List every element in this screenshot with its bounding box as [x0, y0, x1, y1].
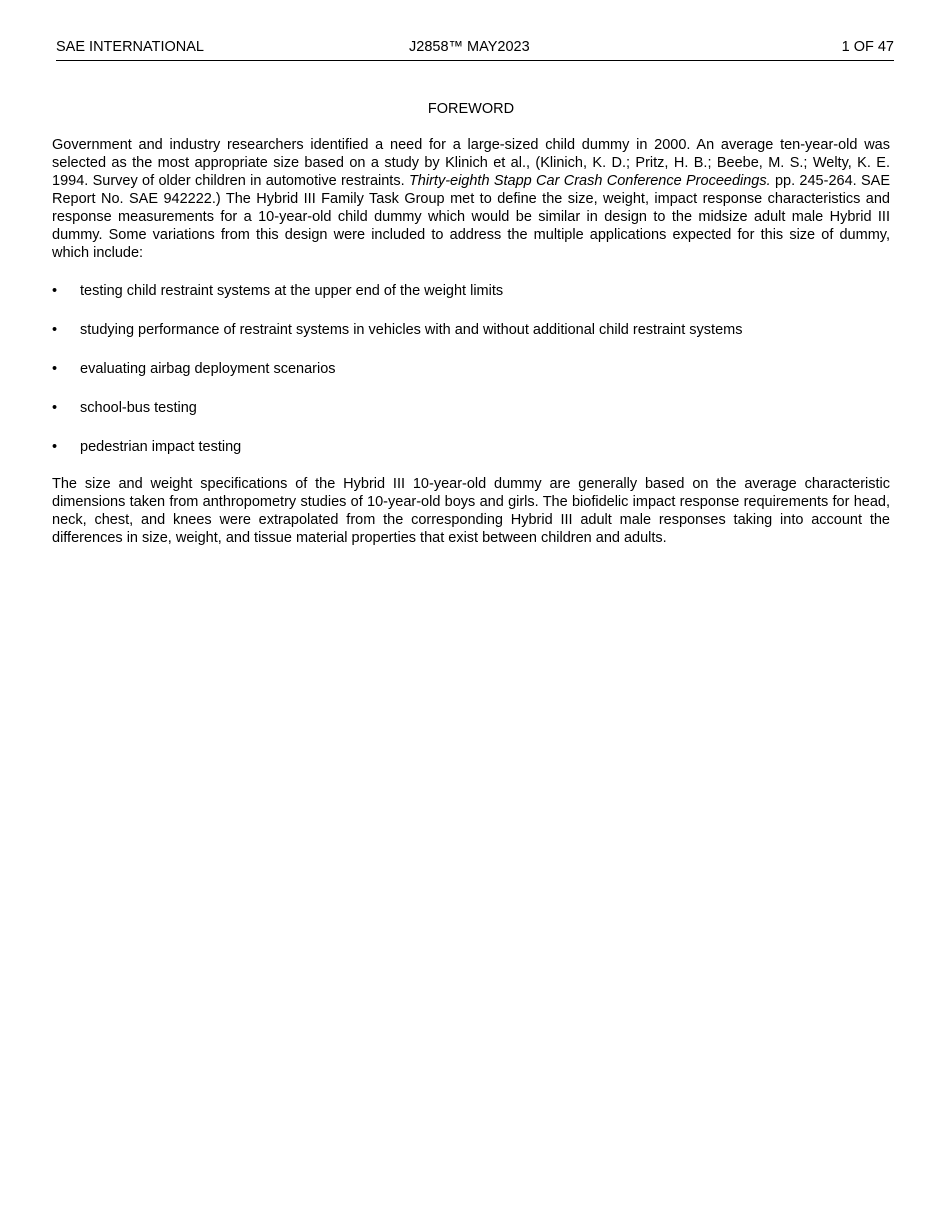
page-header [56, 38, 894, 61]
header-document-id: J2858™ MAY2023 [409, 39, 530, 55]
bullet-icon: • [52, 361, 58, 377]
list-item [52, 360, 890, 378]
paragraph-1-italic-citation: Thirty-eighth Stapp Car Crash Conference Proceedings. [408, 173, 771, 189]
list-item-text: testing child restraint systems at the upper end of the weight limits [80, 283, 504, 299]
bullet-icon: • [52, 283, 58, 299]
bullet-icon: • [52, 439, 58, 455]
foreword-paragraph-2: The size and weight specifications of the Hybrid III 10-year-old dummy are generally based on the average characteristic dimensions taken from anthropometry studies of 10-year-old boys and girls. The biofidelic impact response requirements for head, neck, chest, and knees were extrapolated from the corresponding Hybrid III adult male responses taking into account the differences in size, weight, and tissue material properties that exist between children and adults. [52, 476, 890, 546]
header-organization: SAE INTERNATIONAL [56, 39, 204, 55]
list-item-text: evaluating airbag deployment scenarios [80, 361, 336, 377]
list-item-text: studying performance of restraint systems in vehicles with and without additional child restraint systems [80, 322, 743, 338]
bullet-icon: • [52, 400, 58, 416]
header-page-number: 1 OF 47 [841, 39, 894, 55]
list-item [52, 282, 890, 300]
list-item [52, 438, 890, 456]
list-item-text: pedestrian impact testing [80, 439, 242, 455]
foreword-paragraph-1 [52, 136, 890, 262]
paragraph-1-text-end: pp. 245-264. SAE Report No. SAE 942222.) The Hybrid III Family Task Group met to define the size, weight, impact response characteristics and response measurements for a 10-year-old child dummy which would be similar in design to the midsize adult male Hybrid III dummy. Some variations from this design were included to address the multiple applications expected for this size of dummy, which include: [52, 173, 891, 261]
paragraph-1-text-start: Government and industry researchers identified a need for a large-sized child dummy in 2000. An average ten-year-old was selected as the most appropriate size based on a study by Klinich et al., (Klinich, K. D.; Pritz, H. B.; Beebe, M. S.; Welty, K. E. 1994. Survey of older children in automotive restraints. [52, 137, 890, 189]
list-item [52, 321, 890, 339]
section-title: FOREWORD [427, 101, 515, 117]
list-item [52, 399, 890, 417]
list-item-text: school-bus testing [80, 400, 197, 416]
bullet-icon: • [52, 322, 58, 338]
applications-list [52, 282, 890, 477]
